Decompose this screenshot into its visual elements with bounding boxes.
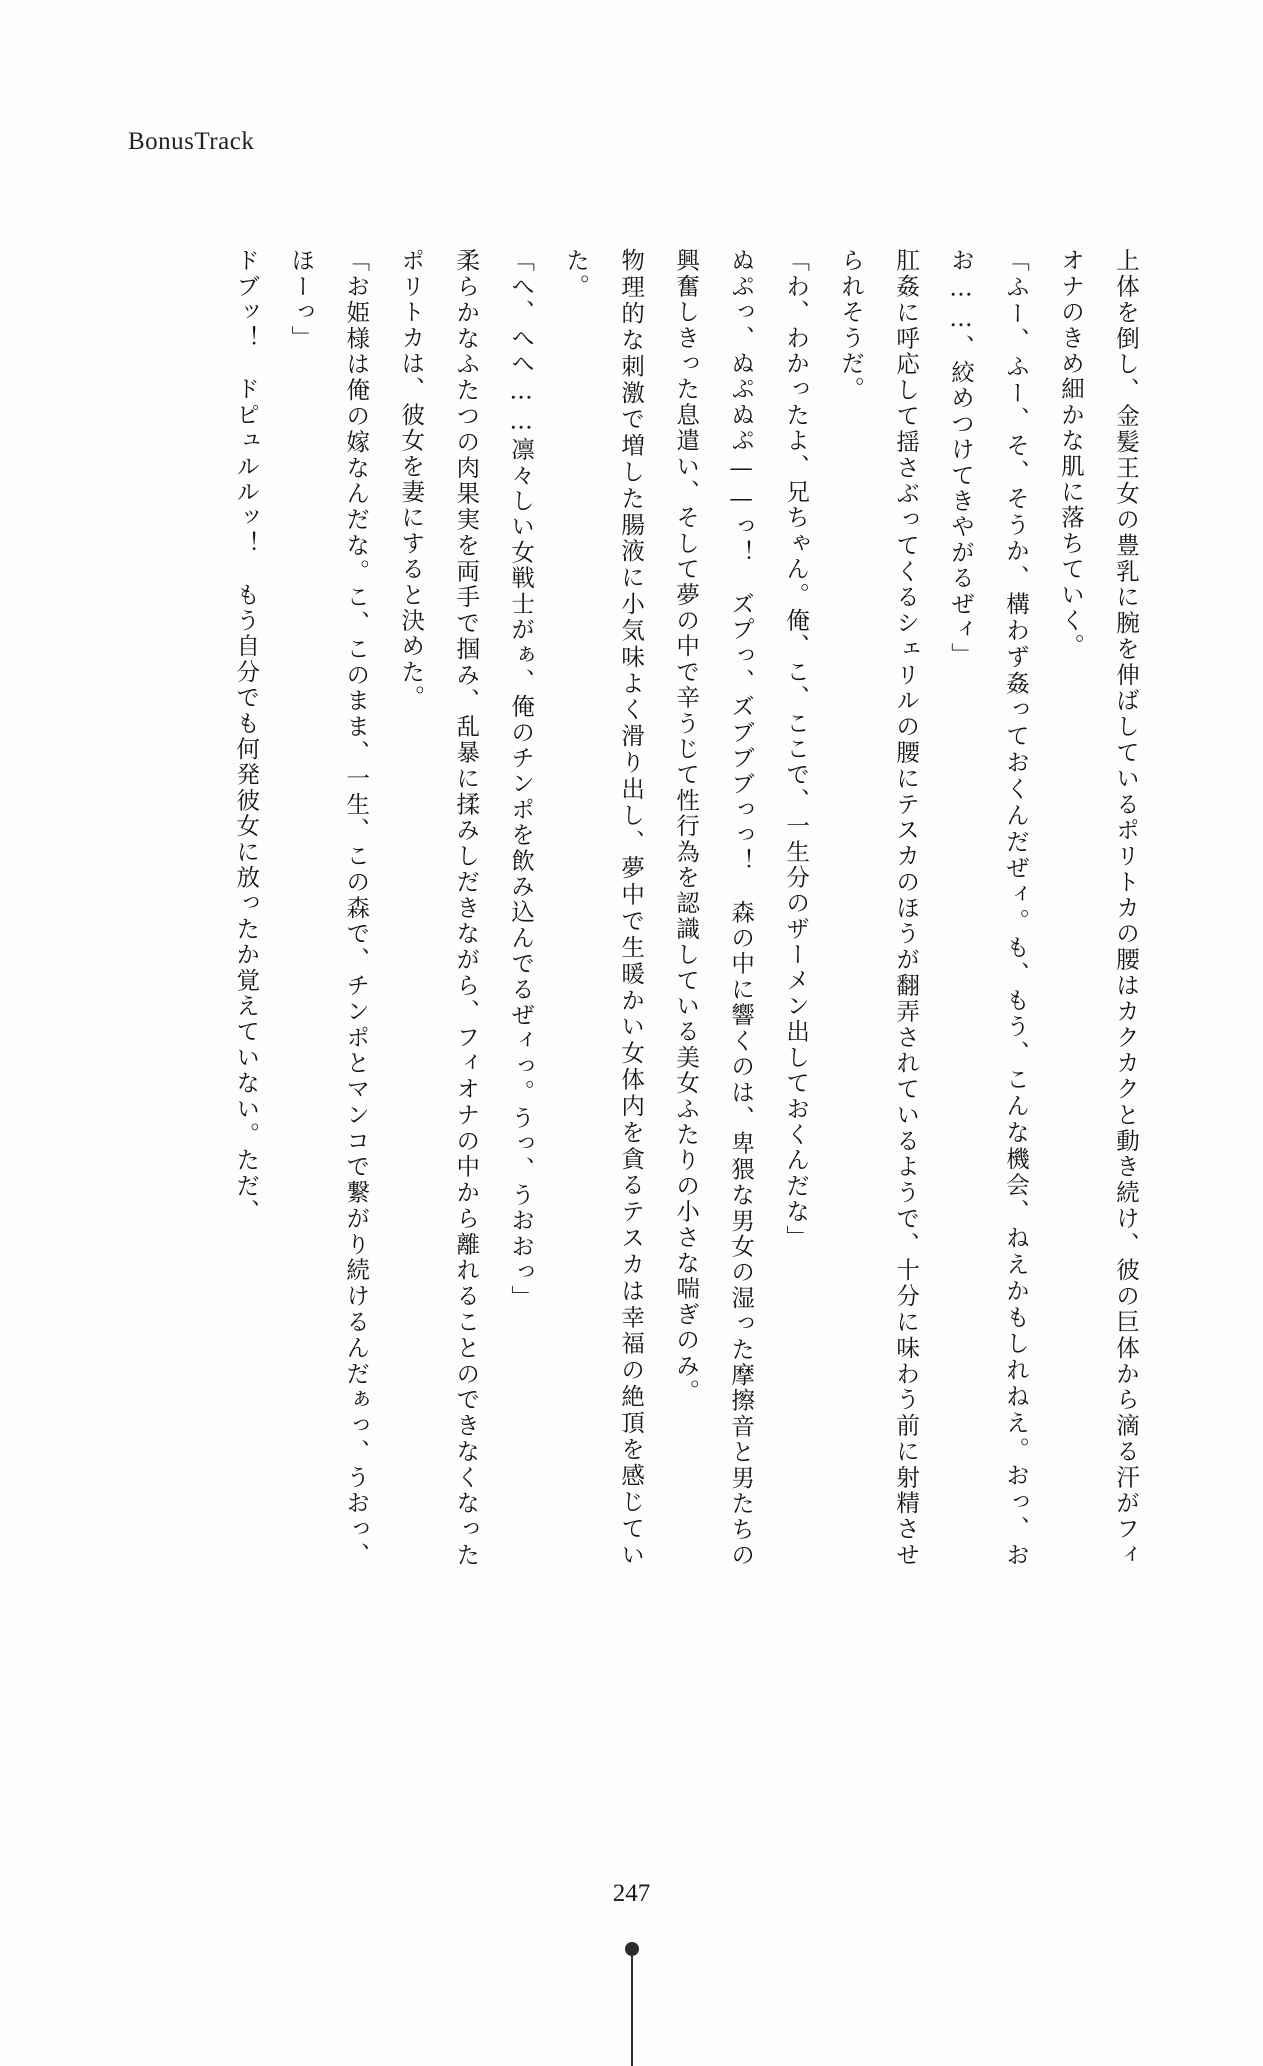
- paragraph: ドブッ！ ドピュルルッ！ もう自分でも何発彼女に放ったか覚えていない。ただ、: [232, 248, 261, 1225]
- spine-dot-icon: [625, 1942, 639, 1956]
- paragraph: 「ふー、ふー、そ、そうか、構わず姦っておくんだぜィ。も、もう、こんな機会、ねえかもしれねえ。おっ、おお……、絞めつけてきやがるぜィ」: [947, 248, 1031, 1568]
- paragraph: 物理的な刺激で増した腸液に小気味よく滑り出し、夢中で生暖かい女体内を貪るテスカは幸福の絶頂を感じていた。: [562, 248, 646, 1568]
- spine-line-icon: [631, 1956, 633, 2066]
- paragraph: 柔らかなふたつの肉果実を両手で掴み、乱暴に揉みしだきながら、フィオナの中から離れることのできなくなったポリトカは、彼女を妻にすると決めた。: [397, 248, 481, 1568]
- paragraph: 肛姦に呼応して揺さぶってくるシェリルの腰にテスカのほうが翻弄されているようで、十分に味わう前に射精させられそうだ。: [837, 248, 921, 1568]
- vertical-body-text: [218, 248, 1153, 1568]
- running-head: BonusTrack: [128, 128, 255, 155]
- body-text-area: [120, 248, 1153, 1578]
- paragraph: 「わ、わかったよ、兄ちゃん。俺、こ、ここで、一生分のザーメン出しておくんだな」: [782, 248, 811, 1251]
- paragraph: 「へ、へへ……凛々しい女戦士がぁ、俺のチンポを飲み込んでるぜィっ。うっ、うおおっ」: [507, 248, 536, 1311]
- paragraph: ぬぷっ、ぬぷぬぷ——っ！ ズプっ、ズブブブっっ！ 森の中に響くのは、卑猥な男女の湿った摩擦音と男たちの興奮しきった息遣い、そして夢の中で辛うじて性行為を認識している美女ふたりの小さな喘ぎのみ。: [672, 248, 756, 1568]
- paragraph: 上体を倒し、金髪王女の豊乳に腕を伸ばしているポリトカの腰はカクカクと動き続け、彼の巨体から滴る汗がフィオナのきめ細かな肌に落ちていく。: [1057, 248, 1140, 1568]
- page-number: 247: [612, 1880, 651, 1907]
- paragraph: 「お姫様は俺の嫁なんだな。こ、このまま、一生、この森で、チンポとマンコで繋がり続けるんだぁっ、うおっ、ほーっ」: [287, 248, 371, 1568]
